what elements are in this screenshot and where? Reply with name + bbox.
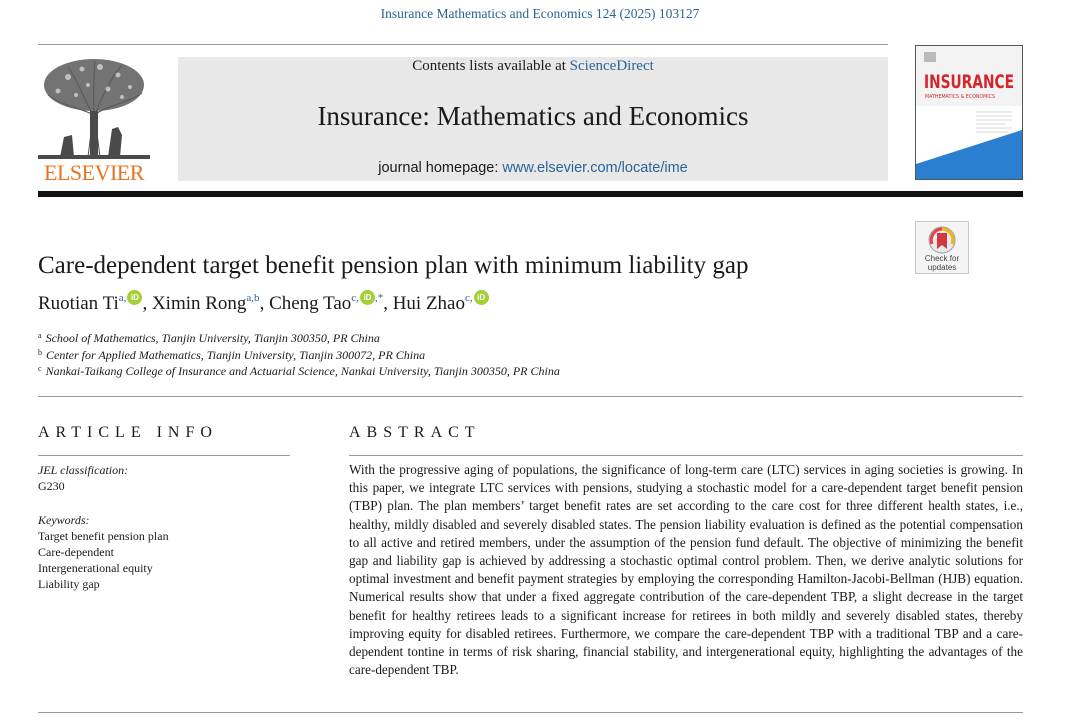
contents-prefix: Contents lists available at	[412, 58, 570, 74]
sciencedirect-link[interactable]: ScienceDirect	[569, 58, 654, 74]
affiliation-text: Nankai-Taikang College of Insurance and Actuarial Science, Nankai University, Tianjin 300350, PR China	[45, 364, 560, 378]
keyword-item: Care-dependent	[38, 545, 114, 559]
cover-title: INSURANCE	[924, 71, 1014, 93]
affiliation-item	[38, 348, 938, 365]
homepage-link[interactable]: www.elsevier.com/locate/ime	[502, 160, 688, 176]
author-name[interactable]: Cheng Tao	[269, 293, 352, 314]
check-for-updates-icon	[916, 224, 968, 256]
journal-homepage	[178, 160, 888, 176]
author-separator: ,	[383, 293, 393, 314]
article-info-divider	[38, 455, 290, 456]
author[interactable]	[38, 293, 152, 314]
journal-citation[interactable]: Insurance Mathematics and Economics 124 (2025) 103127	[380, 6, 700, 21]
article-title: Care-dependent target benefit pension plan with minimum liability gap	[38, 252, 749, 279]
author-affiliation-mark[interactable]: a,	[118, 292, 127, 304]
author-separator: ,	[142, 293, 152, 314]
author-name[interactable]: Ruotian Ti	[38, 293, 119, 314]
abstract-divider	[349, 455, 1023, 456]
author-name[interactable]: Ximin Rong	[151, 293, 247, 314]
affiliation-mark: b	[38, 347, 42, 357]
homepage-prefix: journal homepage:	[378, 160, 503, 176]
journal-masthead	[178, 57, 888, 181]
keyword-item: Target benefit pension plan	[38, 529, 169, 543]
check-for-updates-badge[interactable]	[915, 221, 969, 274]
affiliation-list	[38, 331, 938, 381]
orcid-icon[interactable]: iD	[360, 290, 375, 305]
affiliation-mark: c	[38, 364, 42, 373]
author-affiliation-mark[interactable]: a,b	[246, 292, 260, 304]
bottom-divider	[38, 712, 1023, 713]
author[interactable]	[269, 293, 393, 314]
check-updates-line2: updates	[927, 262, 957, 272]
abstract-heading: ABSTRACT	[349, 424, 481, 441]
article-info-panel	[38, 462, 298, 592]
section-divider	[38, 396, 1023, 397]
keyword-list	[38, 528, 298, 592]
contents-availability	[178, 58, 888, 75]
journal-cover-thumbnail[interactable]	[915, 45, 1023, 180]
author[interactable]	[152, 293, 269, 314]
orcid-icon[interactable]: iD	[474, 290, 489, 305]
article-info-heading: ARTICLE INFO	[38, 424, 218, 441]
author-affiliation-mark[interactable]: c,	[351, 292, 359, 304]
affiliation-mark: a	[38, 331, 42, 340]
keyword-item: Liability gap	[38, 577, 100, 591]
abstract-text: With the progressive aging of populations, the significance of long-term care (LTC) services in aging societies is growing. In this paper, we integrate LTC services with pensions, studying a stochastic model for a care-dependent target benefit pension (TBP) plan. The plan members’ target benefit rates are set according to the care cost for three different health states, i.e., healthy, mildly disabled and severely disabled states. The pension liability evaluation is defined as the potential compensation to all active and retired members, under the assumption of the pension fund default. The objective of minimizing the benefit gap and liability gap is achieved by addressing a stochastic optimal control problem. Then, we derive analytic solutions for optimal investment and benefit payment strategies by employing the corresponding Hamilton-Jacobi-Bellman (HJB) equation. Numerical results show that under a fixed aggregate contribution of the care-dependent TBP, a slight decrease in the target benefit for healthy retirees leads to a significant increase for retirees in both mildly and severely disabled states, thereby improving equity for disabled retirees. Furthermore, we compare the care-dependent TBP with a traditional TBP and a care-dependent tontine in terms of risk sharing, financial stability, and intergenerational equity, highlighting the advantages of the care-dependent TBP.	[349, 462, 1023, 678]
affiliation-item	[38, 364, 938, 381]
author-affiliation-mark[interactable]: c,	[464, 292, 473, 304]
header-thick-divider	[38, 191, 1023, 197]
journal-title: Insurance: Mathematics and Economics	[317, 101, 749, 131]
header-divider	[38, 44, 888, 45]
keyword-item: Intergenerational equity	[38, 561, 153, 575]
cover-subtitle: MATHEMATICS & ECONOMICS	[925, 94, 996, 100]
check-updates-label	[916, 255, 968, 272]
keywords-label: Keywords:	[38, 513, 90, 527]
affiliation-text: Center for Applied Mathematics, Tianjin University, Tianjin 300072, PR China	[46, 347, 426, 362]
author[interactable]	[393, 293, 489, 314]
author-list	[38, 290, 938, 315]
orcid-icon[interactable]: iD	[127, 290, 142, 305]
jel-value: G230	[38, 479, 65, 493]
author-separator: ,	[259, 293, 270, 314]
jel-label: JEL classification:	[38, 463, 129, 477]
affiliation-item	[38, 331, 938, 348]
affiliation-text: School of Mathematics, Tianjin University, Tianjin 300350, PR China	[45, 331, 380, 345]
corresponding-author-mark[interactable]: ,*	[374, 292, 384, 304]
publisher-name[interactable]: ELSEVIER	[44, 160, 144, 185]
check-updates-line1: Check for	[924, 254, 960, 263]
author-name[interactable]: Hui Zhao	[392, 293, 465, 314]
